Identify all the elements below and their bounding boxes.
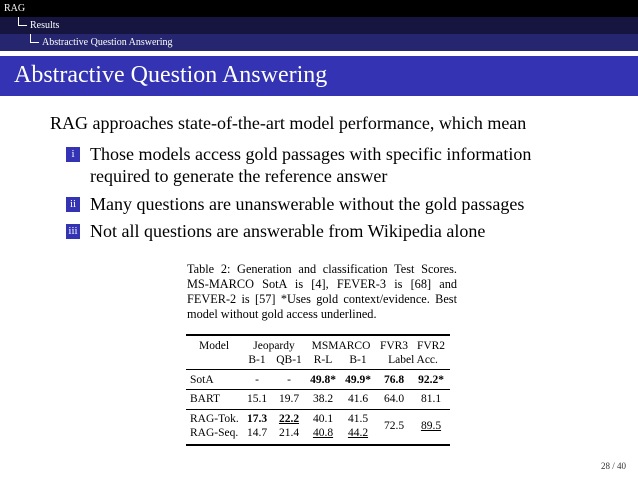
nav-subsection-row [0,17,638,34]
cell-value: 44.2 [347,427,369,439]
list-item-text: Those models access gold passages with specific information required to generate the reference answer [90,144,532,186]
nav-subsubsection-row [0,34,638,51]
cell-value: 72.5 [383,420,405,432]
table-rule [186,369,450,370]
table-top-rule [186,334,450,336]
table-rule [186,409,450,410]
header-b1: B-1 [248,354,266,366]
page-number: 28 / 40 [600,461,626,471]
nav-subsection-label: Results [30,20,60,31]
cell-value: 49.9* [345,374,371,386]
roman-bullet: ii [66,197,80,212]
intro-text: RAG approaches state-of-the-art model performance, which mean [50,113,527,133]
cell-value: 40.1 [312,413,334,425]
cell-model: RAG-Tok. [190,413,239,425]
cell-model: SotA [190,374,214,386]
cell-value: - [255,374,259,386]
nav-subsubsection[interactable] [30,34,173,51]
tree-branch-icon [18,17,27,26]
slide-title: Abstractive Question Answering [14,62,328,88]
header-label-acc: Label Acc. [388,354,438,366]
table-caption: Table 2: Generation and classification Test Scores. MS-MARCO SotA is [4], FEVER-3 is [68] and FEVER-2 is [57] *Uses gold context/evidence. Best model without gold access underlined. [187,262,457,321]
cell-model: RAG-Seq. [190,427,239,439]
table-bottom-rule [186,444,450,446]
header-msmarco: MSMARCO [311,340,371,352]
cell-value: 76.8 [383,374,405,386]
roman-bullet: i [66,147,80,162]
nav-subsection[interactable] [18,17,59,34]
cell-value: 41.5 [347,413,369,425]
list-item-text: Not all questions are answerable from Wikipedia alone [90,221,486,241]
nav-subsubsection-label: Abstractive Question Answering [42,37,173,48]
cell-value: 14.7 [246,427,268,439]
cell-value: 89.5 [420,420,442,432]
tree-branch-icon [30,34,39,43]
cell-value: 64.0 [383,393,405,405]
roman-bullet: iii [66,224,80,239]
cell-value: 49.8* [310,374,336,386]
navigation-header [0,0,638,56]
cell-value: 17.3 [246,413,268,425]
cell-value: 81.1 [420,393,442,405]
cell-value: 15.1 [246,393,268,405]
cell-value: 40.8 [312,427,334,439]
header-fvr3: FVR3 [379,340,409,352]
header-rl: R-L [313,354,333,366]
cell-value: 19.7 [278,393,300,405]
list-item-text: Many questions are unanswerable without the gold passages [90,194,525,214]
cell-value: 92.2* [418,374,444,386]
title-bar [0,56,638,96]
nav-section[interactable]: RAG [4,3,26,14]
cell-value: 41.6 [347,393,369,405]
header-fvr2: FVR2 [416,340,446,352]
header-model: Model [198,340,230,352]
cell-value: 22.2 [278,413,300,425]
cell-value: 21.4 [278,427,300,439]
cell-model: BART [190,393,220,405]
cell-value: - [287,374,291,386]
header-qb1: QB-1 [276,354,302,366]
header-jeopardy: Jeopardy [253,340,295,352]
table-rule [186,389,450,390]
cell-value: 38.2 [312,393,334,405]
nav-section-row [0,0,638,17]
header-ms-b1: B-1 [349,354,367,366]
